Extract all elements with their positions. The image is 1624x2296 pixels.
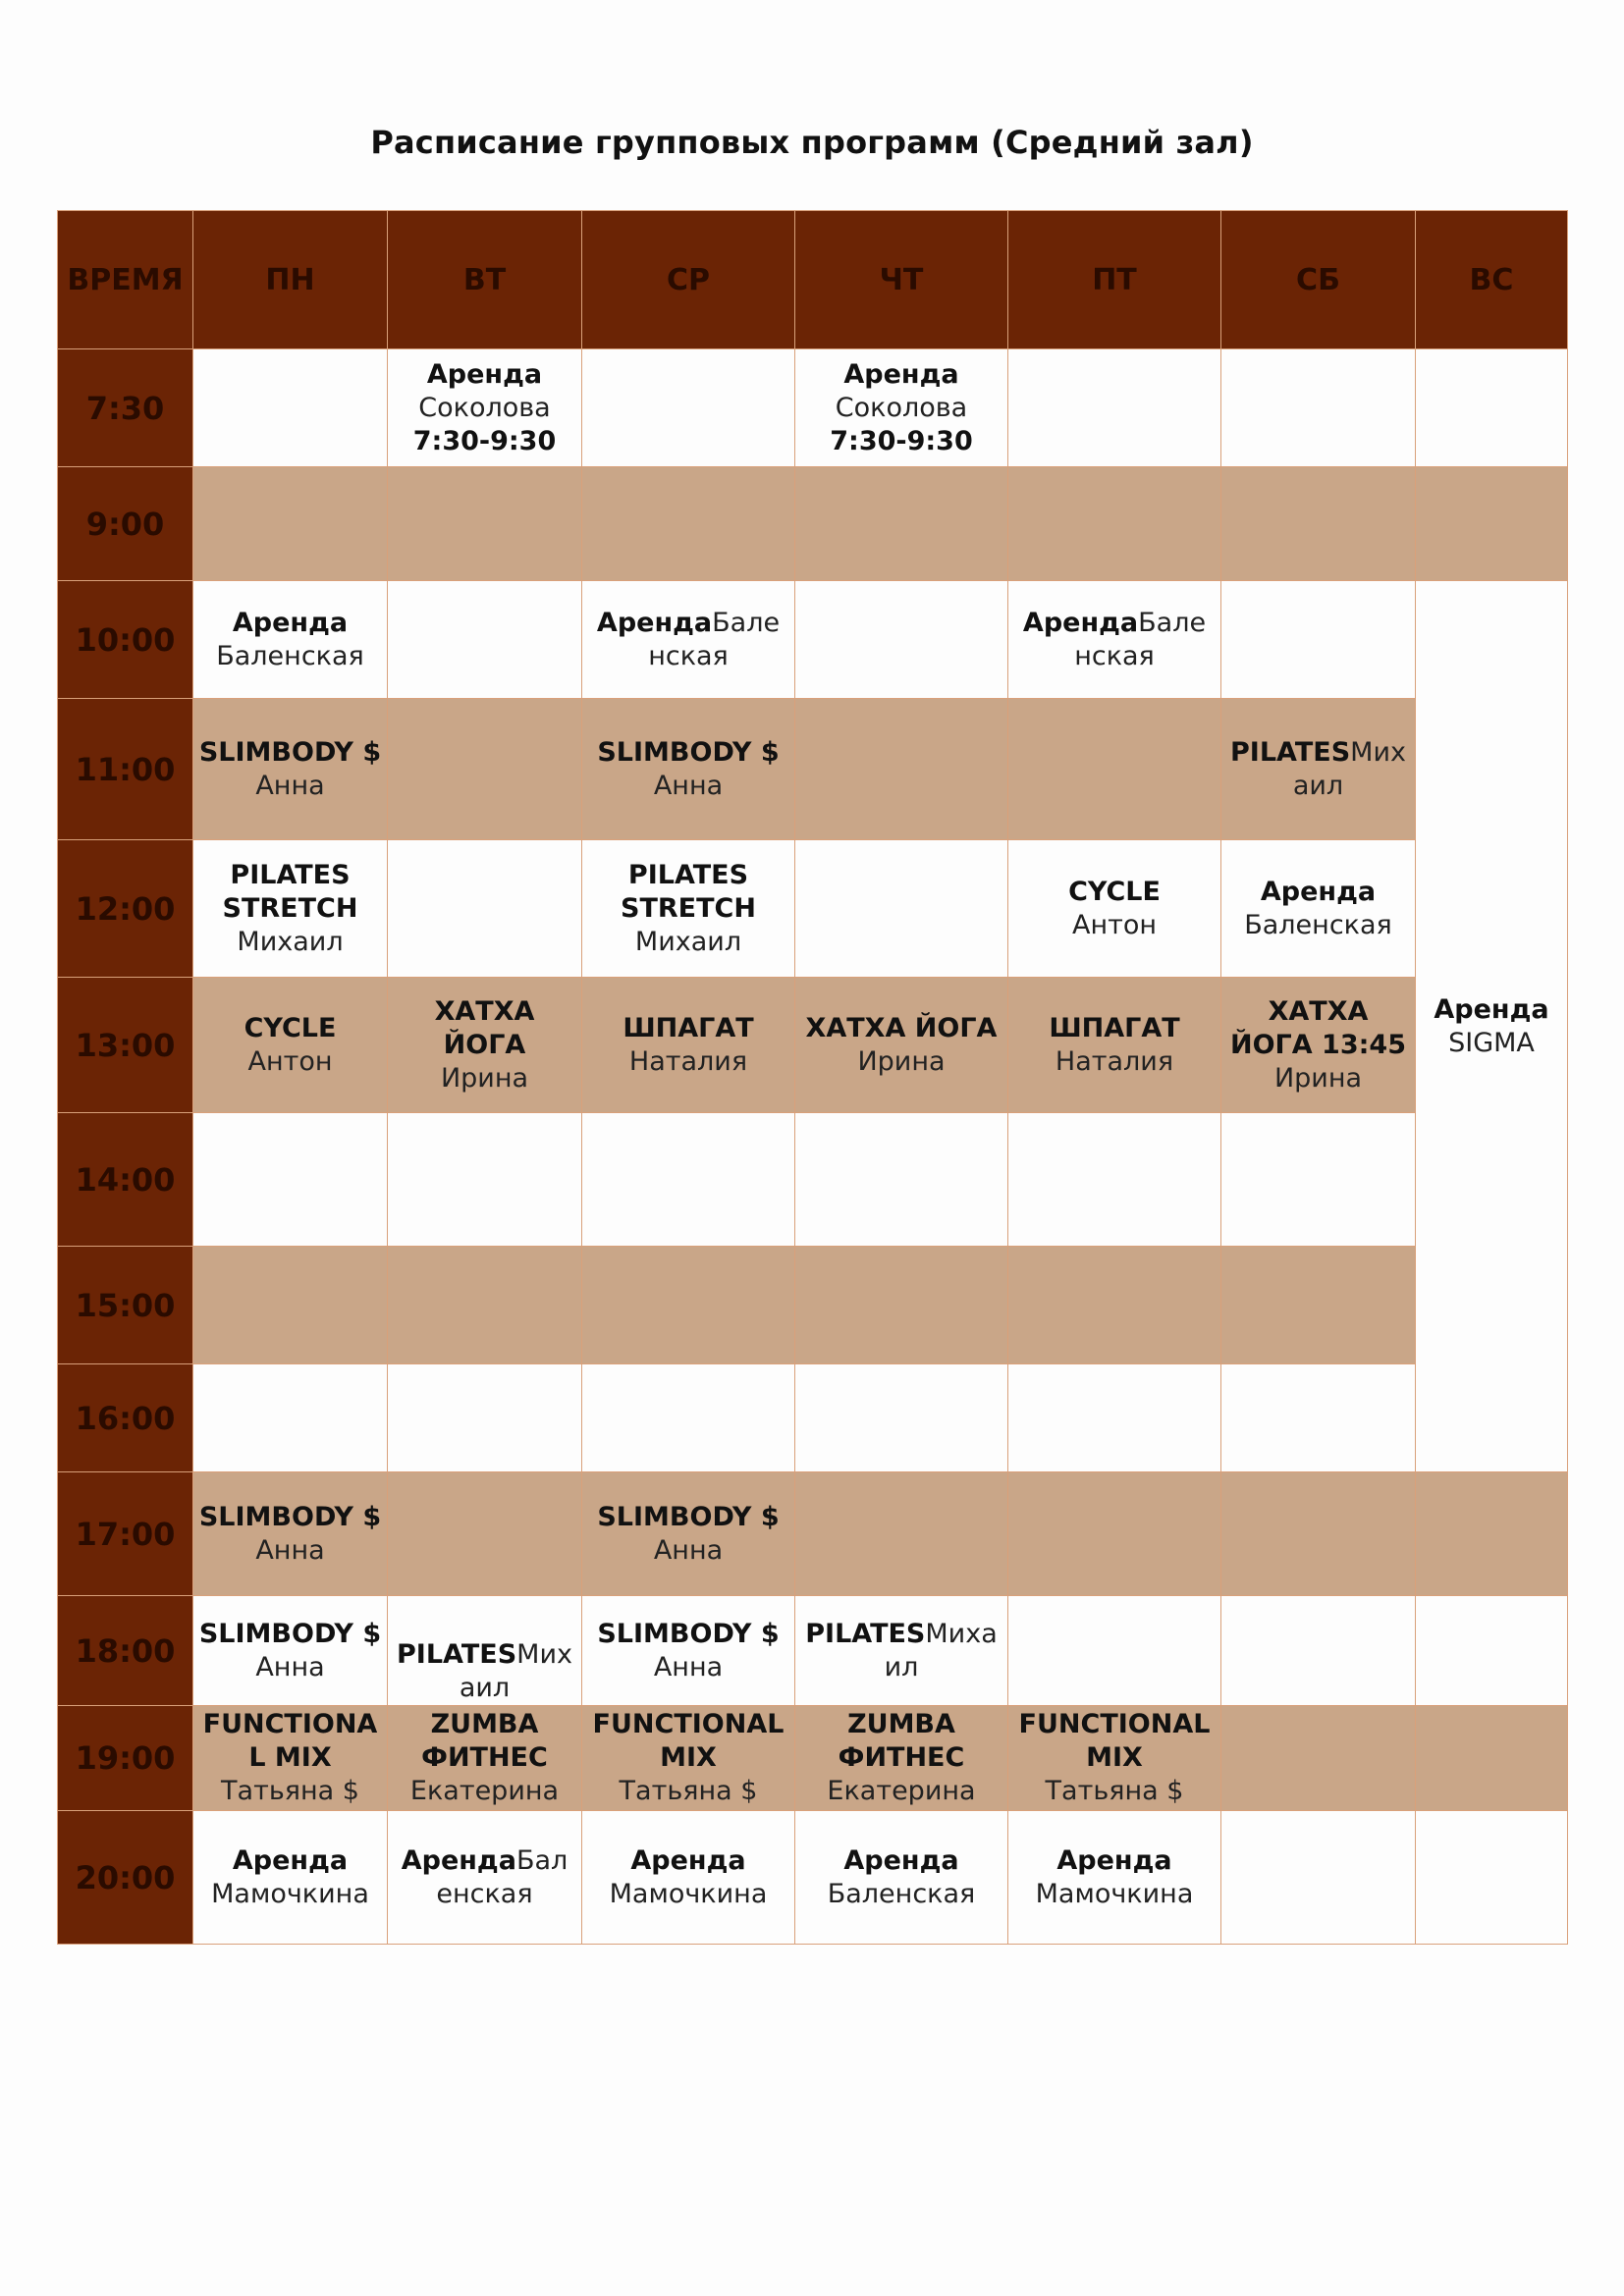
row-1300 (58, 978, 1568, 1113)
class-line (392, 1844, 577, 1878)
class-name-line2: STRETCH (621, 892, 756, 924)
class-name: Аренда (843, 358, 959, 390)
class-name: Аренда (1056, 1844, 1172, 1876)
class-name-line2: L MIX (248, 1742, 332, 1773)
header-day-mon: ПН (193, 211, 388, 349)
cell-tue (388, 1596, 582, 1706)
time-label: 15:00 (58, 1247, 193, 1364)
class-line (799, 1618, 1003, 1651)
cell-mon (193, 349, 388, 467)
cell-mon (193, 1596, 388, 1706)
class-time: 7:30-9:30 (412, 425, 557, 456)
class-name: ZUMBA (430, 1709, 539, 1739)
class-name: SLIMBODY $ (198, 1501, 382, 1532)
cell-thu (795, 840, 1008, 978)
cell-mon (193, 1113, 388, 1247)
cell-tue (388, 1706, 582, 1811)
cell-wed (582, 467, 795, 581)
cell-thu (795, 1247, 1008, 1364)
cell-tue (388, 978, 582, 1113)
cell-tue (388, 1472, 582, 1596)
cell-sat (1221, 699, 1416, 840)
class-name-line2: ЙОГА (443, 1029, 526, 1060)
class-name: PILATES (805, 1618, 926, 1649)
cell-wed (582, 1364, 795, 1472)
row-1800 (58, 1596, 1568, 1706)
instructor: Ирина (1273, 1062, 1363, 1094)
cell-tue (388, 1247, 582, 1364)
cell-tue (388, 840, 582, 978)
cell-mon (193, 581, 388, 699)
cell-wed (582, 1247, 795, 1364)
cell-fri (1008, 581, 1221, 699)
cell-sun (1416, 349, 1568, 467)
header-day-tue: ВТ (388, 211, 582, 349)
cell-thu (795, 1811, 1008, 1945)
cell-fri (1008, 1113, 1221, 1247)
class-name: Аренда (1022, 607, 1139, 638)
instructor-cont: ил (884, 1651, 919, 1682)
time-label: 12:00 (58, 840, 193, 978)
cell-sat (1221, 1113, 1416, 1247)
cell-thu (795, 467, 1008, 581)
class-name: Аренда (426, 358, 543, 390)
class-name: FUNCTIONAL (1018, 1709, 1211, 1739)
instructor-cont: нская (1074, 640, 1155, 671)
header-time: ВРЕМЯ (58, 211, 193, 349)
class-name: SLIMBODY $ (198, 736, 382, 768)
class-name-line2: MIX (660, 1742, 717, 1773)
instructor: Антон (1071, 909, 1158, 940)
cell-sat (1221, 840, 1416, 978)
cell-thu (795, 1472, 1008, 1596)
cell-mon (193, 1811, 388, 1945)
instructor-cont: нская (648, 640, 729, 671)
class-name: PILATES (230, 859, 351, 890)
class-line (586, 607, 790, 640)
class-name: SLIMBODY $ (597, 736, 780, 768)
instructor: Мамочкина (1035, 1878, 1194, 1909)
header-row (58, 211, 1568, 349)
cell-fri (1008, 1811, 1221, 1945)
cell-fri (1008, 1247, 1221, 1364)
cell-sat (1221, 1596, 1416, 1706)
time-label: 14:00 (58, 1113, 193, 1247)
instructor: Мих (1350, 736, 1406, 768)
class-name: PILATES (627, 859, 749, 890)
row-0730 (58, 349, 1568, 467)
schedule-table (57, 210, 1568, 1945)
instructor: Наталия (1055, 1045, 1174, 1077)
instructor: Анна (255, 1534, 325, 1566)
cell-sat (1221, 978, 1416, 1113)
row-1500 (58, 1247, 1568, 1364)
instructor: Наталия (628, 1045, 748, 1077)
cell-mon (193, 1706, 388, 1811)
cell-thu (795, 1706, 1008, 1811)
cell-sat (1221, 349, 1416, 467)
cell-fri (1008, 467, 1221, 581)
class-name: CYCLE (1068, 876, 1161, 907)
cell-mon (193, 978, 388, 1113)
instructor: Ирина (857, 1045, 946, 1077)
cell-sat (1221, 1706, 1416, 1811)
class-name: Аренда (843, 1844, 959, 1876)
cell-fri (1008, 1472, 1221, 1596)
class-name-line2: ФИТНЕС (421, 1742, 548, 1773)
cell-wed (582, 699, 795, 840)
instructor-cont: енская (436, 1878, 533, 1909)
instructor: SIGMA (1448, 1027, 1535, 1058)
header-day-fri: ПТ (1008, 211, 1221, 349)
instructor: Мамочкина (211, 1878, 369, 1909)
class-name: FUNCTIONA (202, 1709, 378, 1739)
class-line (1012, 607, 1217, 640)
instructor: Татьяна $ (221, 1776, 359, 1806)
row-1700 (58, 1472, 1568, 1596)
class-name: SLIMBODY $ (597, 1618, 780, 1649)
instructor: Татьяна $ (619, 1776, 758, 1806)
cell-thu (795, 1596, 1008, 1706)
class-name: CYCLE (244, 1012, 337, 1043)
row-1000 (58, 581, 1568, 699)
class-name: ХАТХА ЙОГА (805, 1012, 998, 1043)
class-name-line2: ФИТНЕС (838, 1742, 965, 1773)
class-name: FUNCTIONAL (592, 1709, 785, 1739)
row-1600 (58, 1364, 1568, 1472)
time-label: 11:00 (58, 699, 193, 840)
instructor: Ирина (440, 1062, 529, 1094)
cell-mon (193, 467, 388, 581)
page-title: Расписание групповых программ (Средний зал) (370, 124, 1254, 161)
instructor: Соколова (418, 392, 551, 423)
header-day-sat: СБ (1221, 211, 1416, 349)
class-name: ZUMBA (847, 1709, 955, 1739)
cell-tue (388, 467, 582, 581)
cell-sun (1416, 1811, 1568, 1945)
cell-sat (1221, 467, 1416, 581)
class-name: Аренда (1434, 993, 1549, 1025)
cell-sat (1221, 581, 1416, 699)
header-day-wed: СР (582, 211, 795, 349)
cell-mon (193, 699, 388, 840)
time-label: 17:00 (58, 1472, 193, 1596)
cell-mon (193, 1472, 388, 1596)
cell-thu (795, 699, 1008, 840)
instructor: Татьяна $ (1045, 1776, 1184, 1806)
header-day-sun: ВС (1416, 211, 1568, 349)
instructor: Анна (653, 1534, 724, 1566)
instructor: Анна (653, 770, 724, 801)
cell-sat (1221, 1364, 1416, 1472)
class-name: Аренда (596, 607, 713, 638)
cell-wed (582, 1113, 795, 1247)
cell-thu (795, 978, 1008, 1113)
class-name: SLIMBODY $ (198, 1618, 382, 1649)
cell-mon (193, 840, 388, 978)
time-label: 7:30 (58, 349, 193, 467)
class-name-line2: MIX (1086, 1742, 1143, 1773)
class-time: 7:30-9:30 (830, 425, 973, 456)
instructor: Баленская (827, 1878, 976, 1909)
cell-tue (388, 699, 582, 840)
class-name-line2: STRETCH (222, 892, 358, 924)
cell-wed (582, 349, 795, 467)
class-line (392, 1638, 577, 1672)
cell-wed (582, 581, 795, 699)
time-label: 13:00 (58, 978, 193, 1113)
cell-sun (1416, 1706, 1568, 1811)
cell-sun (1416, 1596, 1568, 1706)
row-1100 (58, 699, 1568, 840)
cell-thu (795, 349, 1008, 467)
class-name: ШПАГАТ (623, 1012, 754, 1043)
row-1400 (58, 1113, 1568, 1247)
cell-wed (582, 1811, 795, 1945)
cell-sun (1416, 1472, 1568, 1596)
cell-tue (388, 581, 582, 699)
cell-wed (582, 1596, 795, 1706)
class-name: PILATES (1230, 736, 1351, 768)
cell-sun-sigma (1416, 581, 1568, 1472)
instructor: Мих (516, 1639, 572, 1670)
cell-tue (388, 1364, 582, 1472)
instructor: Соколова (835, 392, 968, 423)
cell-fri (1008, 1364, 1221, 1472)
class-name: PILATES (397, 1639, 517, 1670)
cell-mon (193, 1364, 388, 1472)
cell-tue (388, 349, 582, 467)
instructor: Михаил (237, 926, 344, 957)
instructor: Баленская (216, 640, 364, 671)
cell-sat (1221, 1247, 1416, 1364)
class-name: ШПАГАТ (1049, 1012, 1180, 1043)
time-label: 9:00 (58, 467, 193, 581)
cell-thu (795, 1364, 1008, 1472)
cell-sun (1416, 467, 1568, 581)
cell-tue (388, 1811, 582, 1945)
class-name: ХАТХА (1268, 995, 1369, 1027)
class-name: ХАТХА (434, 995, 535, 1027)
cell-mon (193, 1247, 388, 1364)
instructor: Бале (712, 607, 781, 638)
instructor: Екатерина (409, 1776, 560, 1806)
cell-thu (795, 1113, 1008, 1247)
cell-wed (582, 840, 795, 978)
cell-thu (795, 581, 1008, 699)
cell-wed (582, 1472, 795, 1596)
class-name-line2: ЙОГА 13:45 (1230, 1029, 1406, 1060)
class-name: Аренда (232, 607, 349, 638)
instructor: Антон (247, 1045, 333, 1077)
time-label: 18:00 (58, 1596, 193, 1706)
instructor-cont: аил (459, 1673, 511, 1703)
instructor: Анна (255, 1651, 325, 1682)
cell-fri (1008, 840, 1221, 978)
class-name: Аренда (401, 1844, 516, 1876)
cell-wed (582, 1706, 795, 1811)
class-name: Аренда (232, 1844, 349, 1876)
time-label: 10:00 (58, 581, 193, 699)
cell-fri (1008, 349, 1221, 467)
instructor: Анна (255, 770, 325, 801)
class-name: SLIMBODY $ (597, 1501, 780, 1532)
instructor: Екатерина (827, 1776, 976, 1806)
row-2000 (58, 1811, 1568, 1945)
cell-sat (1221, 1811, 1416, 1945)
cell-fri (1008, 978, 1221, 1113)
instructor: Бале (1138, 607, 1207, 638)
cell-fri (1008, 1706, 1221, 1811)
row-0900 (58, 467, 1568, 581)
cell-fri (1008, 699, 1221, 840)
instructor: Миха (925, 1618, 998, 1649)
class-line (1225, 736, 1411, 770)
time-label: 16:00 (58, 1364, 193, 1472)
instructor: Баленская (1244, 909, 1392, 940)
class-name: Аренда (630, 1844, 746, 1876)
header-day-thu: ЧТ (795, 211, 1008, 349)
cell-wed (582, 978, 795, 1113)
instructor: Мамочкина (609, 1878, 768, 1909)
instructor: Анна (653, 1651, 724, 1682)
instructor: Михаил (634, 926, 742, 957)
cell-fri (1008, 1596, 1221, 1706)
instructor-cont: аил (1292, 770, 1344, 801)
time-label: 19:00 (58, 1706, 193, 1811)
instructor: Бал (515, 1844, 568, 1876)
row-1900 (58, 1706, 1568, 1811)
class-name: Аренда (1260, 876, 1377, 907)
cell-tue (388, 1113, 582, 1247)
cell-sat (1221, 1472, 1416, 1596)
row-1200 (58, 840, 1568, 978)
time-label: 20:00 (58, 1811, 193, 1945)
